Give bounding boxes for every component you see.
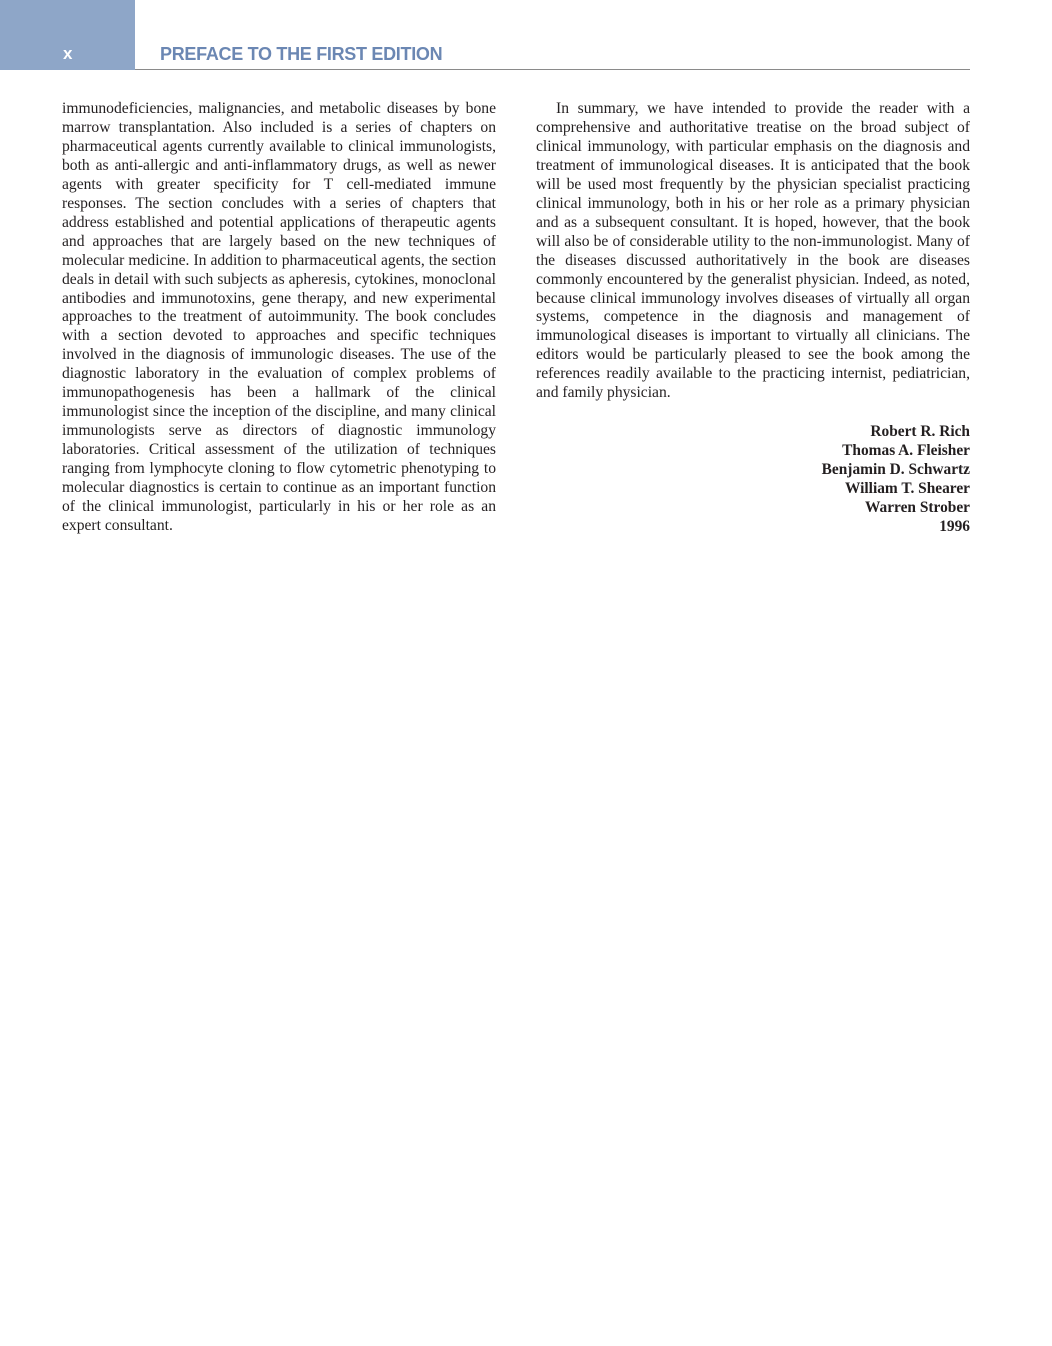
editor-name: Thomas A. Fleisher: [842, 442, 970, 460]
page-number: x: [63, 44, 73, 63]
body-paragraph-summary: In summary, we have intended to provide the reader with a comprehensive and authoritative treatise on the broad subject of clinical immunology, with particular emphasis on the diagnosis and treatment of immunological diseases. It is anticipated that the book will be used most frequently by the physician specialist practicing clinical immunology, both in his or her role as a primary physician and as a subsequent consultant. It is hoped, however, that the book will also be of considerable utility to the non-immunologist. Many of the diseases discussed authoritatively in the book are diseases commonly encountered by the generalist physician. Indeed, as noted, because clinical immunology involves diseases of virtually all organ systems, competence in the diagnosis and management of immunological diseases is important to virtually all clinicians. The editors would be particularly pleased to see the book among the references readily available to the practicing internist, pediatrician, and family physician.: [536, 100, 970, 402]
editor-name: William T. Shearer: [845, 480, 970, 498]
edition-year: 1996: [939, 518, 970, 536]
editor-signatures: [536, 422, 970, 536]
editor-name: Warren Strober: [864, 499, 970, 517]
left-column: [62, 100, 496, 536]
running-head-title: PREFACE TO THE FIRST EDITION: [160, 44, 443, 64]
editor-name: Robert R. Rich: [870, 423, 970, 441]
editor-name: Benjamin D. Schwartz: [821, 461, 970, 479]
body-paragraph-left: immunodeficiencies, malignancies, and metabolic diseases by bone marrow transplantation. Also included is a series of chapters on pharmaceutical agents currently available to clinical immunologists, both as anti-allergic and anti-inflammatory drugs, as well as newer agents with greater specificity for T cell-mediated immune responses. The section concludes with a series of chapters that address established and potential applications of therapeutic agents and approaches that are largely based on the new techniques of molecular medicine. In addition to pharmaceutical agents, the section deals in detail with such subjects as apheresis, cytokines, monoclonal antibodies and immunotoxins, gene therapy, and new experimental approaches to the treatment of autoimmunity. The book concludes with a section devoted to approaches and specific techniques involved in the diagnosis of immunologic diseases. The use of the diagnostic laboratory in the evaluation of complex problems of immunopathogenesis has been a hallmark of the clinical immunologist since the inception of the discipline, and many clinical immunologists serve as directors of diagnostic immunology laboratories. Critical assessment of the utilization of techniques ranging from lymphocyte cloning to flow cytometric phenotyping to molecular diagnostics is certain to continue as an important function of the clinical immunologist, particularly in his or her role as an expert consultant.: [62, 100, 496, 534]
header-rule: [135, 69, 970, 70]
right-column: [536, 100, 970, 536]
